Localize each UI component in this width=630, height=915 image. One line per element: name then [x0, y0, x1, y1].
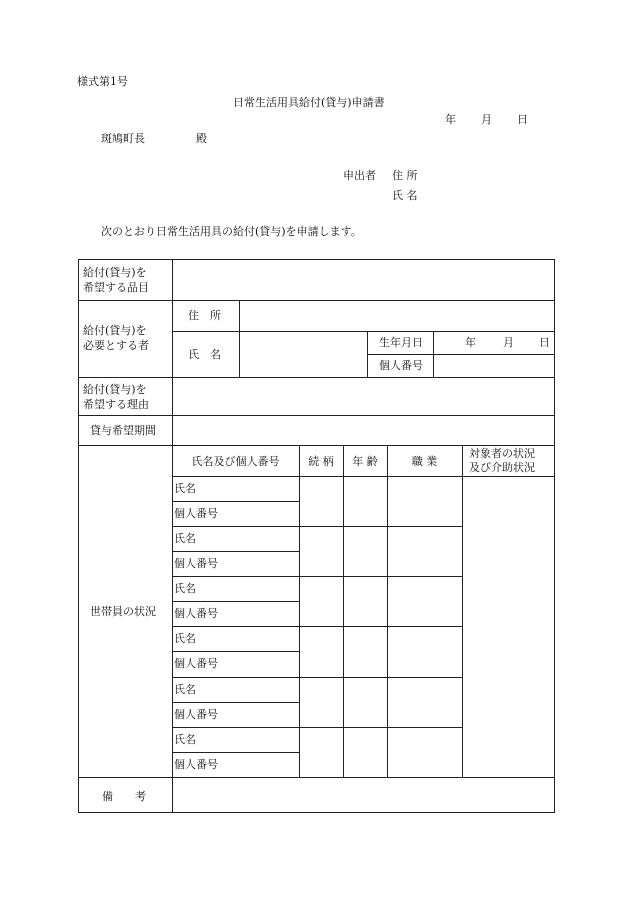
birthdate-year: 年	[465, 336, 476, 349]
personal-number-label: 個人番号	[379, 359, 423, 372]
reason-label: 給付(貸与)を 希望する理由	[83, 383, 149, 411]
application-form-table	[78, 259, 555, 813]
rule-member-mid	[172, 601, 299, 602]
address-label: 住 所	[188, 309, 221, 322]
applicant-address-label: 住 所	[392, 169, 418, 182]
rule-member-sep	[172, 677, 462, 678]
member-name-label: 氏名	[174, 482, 196, 495]
rule-reason-bottom	[78, 415, 555, 416]
header-age: 年 齢	[352, 455, 378, 468]
date-year: 年	[445, 113, 456, 126]
birthdate-day: 日	[539, 336, 550, 349]
rule-member-mid	[172, 651, 299, 652]
rule-occupation-left	[387, 445, 388, 777]
form-number: 様式第1号	[77, 75, 128, 88]
addressee-name: 斑鳩町長	[101, 132, 145, 145]
rule-household-bottom	[78, 777, 555, 778]
applicant-label: 申出者	[343, 169, 376, 182]
rule-needer-sublabel	[239, 300, 240, 377]
member-name-label: 氏名	[174, 683, 196, 696]
item-label: 給付(貸与)を 希望する品目	[83, 266, 149, 294]
member-name-label: 氏名	[174, 632, 196, 645]
member-number-label: 個人番号	[174, 657, 218, 670]
date-day: 日	[517, 113, 528, 126]
rule-needer-bottom	[78, 377, 555, 378]
header-relation: 続 柄	[308, 455, 334, 468]
rule-address-bottom	[172, 331, 555, 332]
rule-birthdate-label-left	[367, 331, 368, 377]
rule-situation-left	[462, 445, 463, 777]
birthdate-label: 生年月日	[379, 336, 423, 349]
rule-member-sep	[172, 626, 462, 627]
remarks-label: 備 考	[102, 790, 146, 803]
rule-birthdate-label-right	[433, 331, 434, 377]
member-number-label: 個人番号	[174, 607, 218, 620]
member-number-label: 個人番号	[174, 758, 218, 771]
header-situation: 対象者の状況 及び介助状況	[469, 447, 535, 474]
rule-household-header-bottom	[172, 476, 555, 477]
name-label: 氏 名	[188, 348, 221, 361]
period-label: 貸与希望期間	[90, 424, 156, 437]
rule-member-mid	[172, 551, 299, 552]
rule-member-sep	[172, 576, 462, 577]
rule-period-bottom	[78, 445, 555, 446]
member-name-label: 氏名	[174, 532, 196, 545]
rule-member-mid	[172, 752, 299, 753]
member-number-label: 個人番号	[174, 557, 218, 570]
header-name-number: 氏名及び個人番号	[191, 455, 280, 468]
header-occupation: 職 業	[411, 455, 438, 468]
rule-member-mid	[172, 702, 299, 703]
intro-text: 次のとおり日常生活用具の給付(貸与)を申請します。	[101, 225, 362, 238]
member-number-label: 個人番号	[174, 708, 218, 721]
birthdate-month: 月	[503, 336, 514, 349]
date-month: 月	[481, 113, 492, 126]
rule-item-bottom	[78, 300, 555, 301]
member-name-label: 氏名	[174, 733, 196, 746]
rule-member-sep	[172, 526, 462, 527]
member-name-label: 氏名	[174, 582, 196, 595]
member-number-label: 個人番号	[174, 507, 218, 520]
rule-relation-left	[299, 445, 300, 777]
rule-label-column	[172, 259, 173, 813]
rule-member-sep	[172, 727, 462, 728]
page-title: 日常生活用具給付(貸与)申請書	[233, 96, 385, 109]
applicant-name-label: 氏 名	[392, 189, 418, 202]
rule-birthdate-bottom	[367, 354, 555, 355]
addressee-honorific: 殿	[196, 132, 207, 145]
rule-member-mid	[172, 501, 299, 502]
household-label: 世帯員の状況	[90, 605, 156, 618]
needer-label: 給付(貸与)を 必要とする者	[83, 324, 149, 352]
rule-age-left	[343, 445, 344, 777]
